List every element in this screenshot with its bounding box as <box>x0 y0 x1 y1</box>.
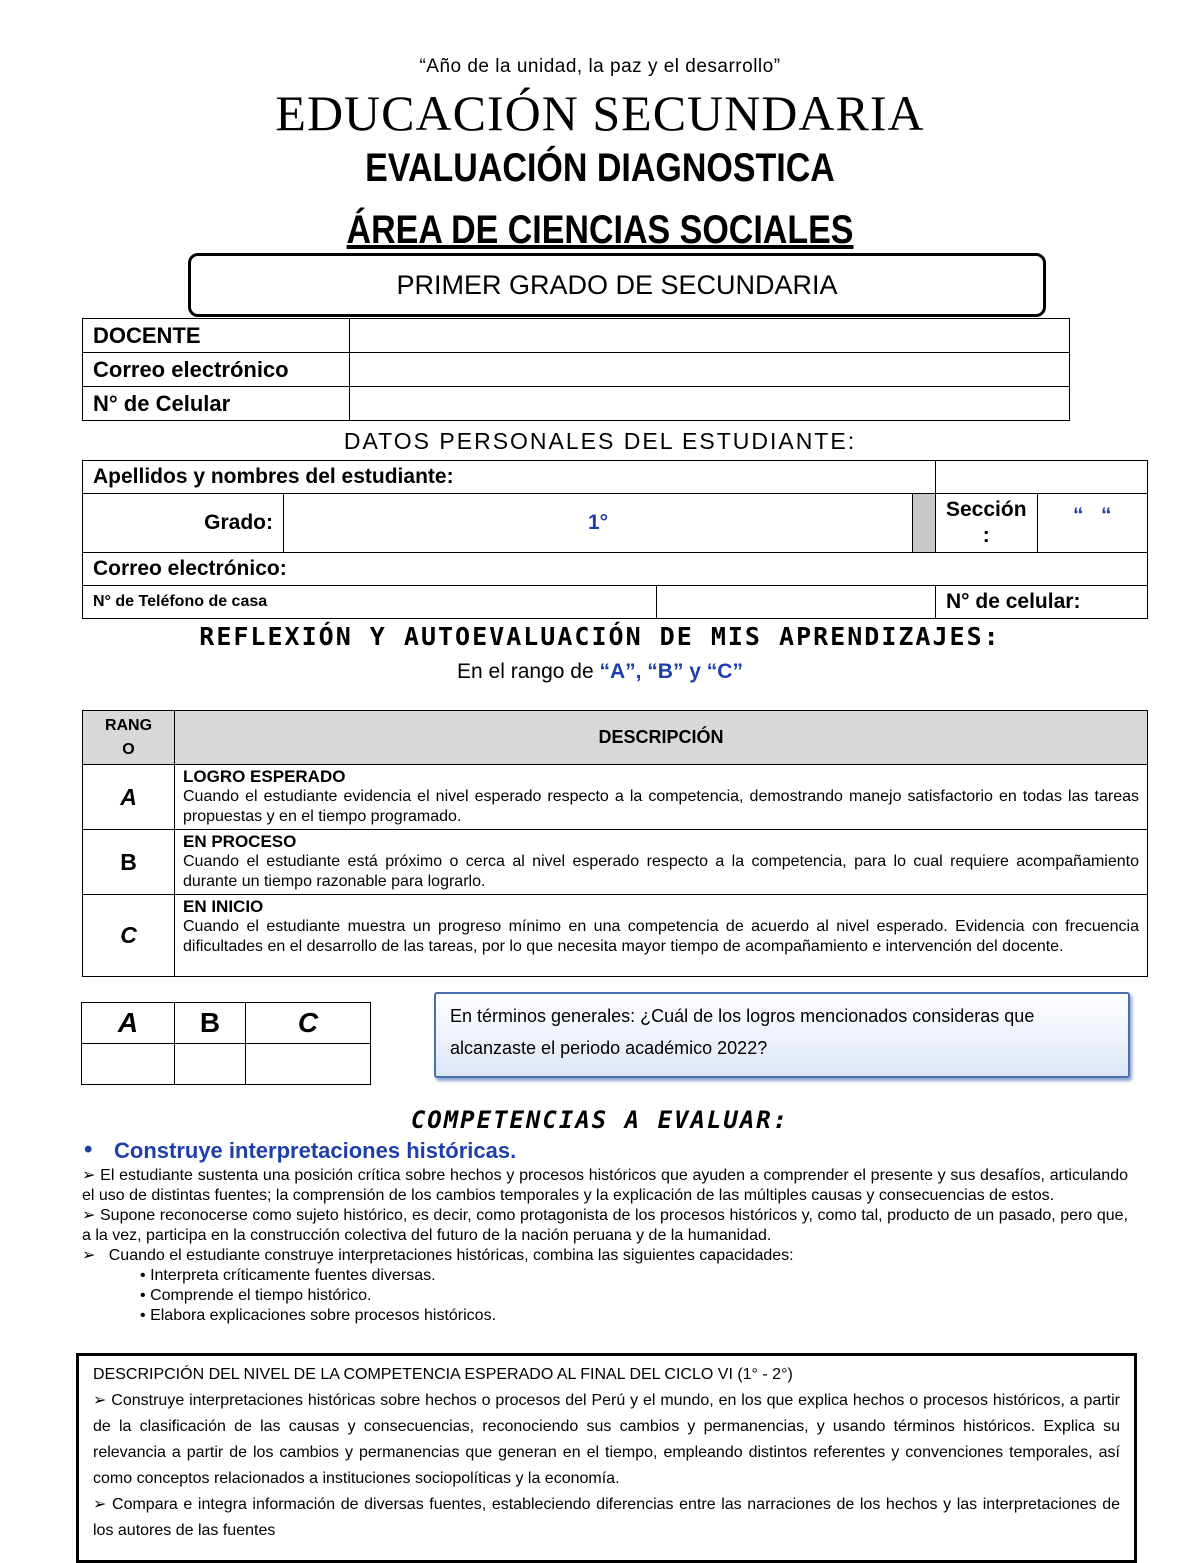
abc-answer-c[interactable] <box>246 1044 371 1085</box>
level-a-title: LOGRO ESPERADO <box>183 767 346 786</box>
level-c: C <box>83 895 175 977</box>
abc-answer-a[interactable] <box>82 1044 175 1085</box>
table-row <box>83 353 1070 387</box>
table-row <box>82 1044 371 1085</box>
nivel-box <box>76 1353 1137 1563</box>
seccion-label-colon: : <box>982 524 990 547</box>
table-row <box>83 765 1148 830</box>
title-education: EDUCACIÓN SECUNDARIA <box>275 85 925 141</box>
reflexion-title: REFLEXIÓN Y AUTOEVALUACIÓN DE MIS APRENDIZAJES: <box>199 622 1001 651</box>
rango-table <box>82 710 1148 977</box>
nivel-p2-text: Compara e integra información de diversas fuentes, estableciendo diferencias entre las narraciones de los hechos y las interpretaciones de los autores de las fuentes <box>93 1496 1120 1539</box>
abc-header-a: A <box>82 1003 175 1044</box>
arrow-icon: ➢ <box>82 1247 96 1264</box>
abc-header-b: B <box>175 1003 246 1044</box>
phone-label: N° de Teléfono de casa <box>83 586 657 619</box>
level-b-desc <box>175 830 1148 895</box>
list-item <box>82 1306 1128 1326</box>
student-email-label[interactable]: Correo electrónico: <box>83 553 1148 586</box>
seccion-label <box>936 494 1038 553</box>
level-b-text: Cuando el estudiante está próximo o cerca al nivel esperado respecto a la competencia, para lo cual requiere acompañamiento durante un tiempo razonable para lograrlo. <box>183 853 1139 890</box>
table-row <box>83 553 1148 586</box>
competencia-list <box>82 1166 1128 1326</box>
arrow-icon: ➢ <box>93 1496 107 1513</box>
intro-prefix: En el rango de <box>457 660 600 683</box>
item1-text: El estudiante sustenta una posición crítica sobre hechos y procesos históricos que ayuden a comprender el presente y sus desafíos, articulando el uso de distintas fuentes; la comprensión de los cambios temporales y la explicación de las múltiples causas y consecuencias de estos. <box>82 1167 1129 1204</box>
email-value-field[interactable] <box>350 353 1070 387</box>
table-row <box>83 711 1148 765</box>
student-table <box>82 460 1148 619</box>
level-c-text: Cuando el estudiante muestra un progreso mínimo en una competencia de acuerdo al nivel esperado. Evidencia con frecuencia dificultades en el desarrollo de las tareas, por lo que necesita mayor tiempo de acompañamiento e intervención del docente. <box>183 918 1139 955</box>
list-item <box>82 1206 1128 1246</box>
nivel-title: DESCRIPCIÓN DEL NIVEL DE LA COMPETENCIA ESPERADO AL FINAL DEL CICLO VI (1° - 2°) <box>93 1366 793 1383</box>
table-row <box>83 586 1148 619</box>
table-row <box>83 319 1070 353</box>
level-b: B <box>83 830 175 895</box>
level-a-text: Cuando el estudiante evidencia el nivel esperado respecto a la competencia, demostrando manejo satisfactorio en todas las tareas propuestas y en el tiempo programado. <box>183 788 1139 825</box>
level-c-desc <box>175 895 1148 977</box>
bullet-icon: • <box>140 1267 146 1284</box>
separator-cell <box>913 494 936 553</box>
item2-text: Supone reconocerse como sujeto histórico, es decir, como protagonista de los procesos históricos y, como tal, producto de un pasado, pero que, a la vez, participa en la construcción colectiva del futuro de la nación peruana y de la humanidad. <box>82 1207 1129 1244</box>
reflexion-intro <box>0 660 1200 684</box>
competencias-title: COMPETENCIAS A EVALUAR: <box>410 1106 790 1134</box>
list-item <box>82 1286 1128 1306</box>
abc-header-c: C <box>246 1003 371 1044</box>
intro-range: “A”, “B” y “C” <box>599 660 743 683</box>
cap3-text: Elabora explicaciones sobre procesos históricos. <box>150 1307 497 1324</box>
cell-phone-label[interactable]: N° de celular: <box>936 586 1148 619</box>
descripcion-header: DESCRIPCIÓN <box>175 711 1148 765</box>
student-name-field[interactable] <box>936 461 1148 494</box>
student-data-title: DATOS PERSONALES DEL ESTUDIANTE: <box>343 428 857 454</box>
level-c-title: EN INICIO <box>183 897 264 916</box>
arrow-icon: ➢ <box>93 1392 107 1409</box>
nivel-p1 <box>93 1388 1120 1492</box>
abc-answer-b[interactable] <box>175 1044 246 1085</box>
table-row <box>83 830 1148 895</box>
list-item <box>82 1266 1128 1286</box>
cell-value-field[interactable] <box>350 387 1070 421</box>
motto: “Año de la unidad, la paz y el desarrollo” <box>419 56 781 77</box>
rango-header: RANG O <box>83 711 175 765</box>
item3-text: Cuando el estudiante construye interpretaciones históricas, combina las siguientes capacidades: <box>108 1247 794 1264</box>
cell-label: N° de Celular <box>83 387 350 421</box>
grado-label: Grado: <box>83 494 284 553</box>
title-evaluation: EVALUACIÓN DIAGNOSTICA <box>365 146 835 190</box>
bullet-icon: • <box>140 1287 146 1304</box>
competencia-subtitle: Construye interpretaciones históricas. <box>114 1138 517 1163</box>
docente-value-field[interactable] <box>350 319 1070 353</box>
grado-value[interactable]: 1° <box>284 494 913 553</box>
table-row <box>83 895 1148 977</box>
seccion-value[interactable]: “ “ <box>1037 494 1147 553</box>
grade-box: PRIMER GRADO DE SECUNDARIA <box>188 253 1046 317</box>
table-row <box>83 494 1148 553</box>
level-b-title: EN PROCESO <box>183 832 297 851</box>
level-a-desc <box>175 765 1148 830</box>
list-item <box>82 1166 1128 1206</box>
arrow-icon: ➢ <box>82 1207 96 1224</box>
cap2-text: Comprende el tiempo histórico. <box>150 1287 372 1304</box>
cap1-text: Interpreta críticamente fuentes diversas. <box>150 1267 436 1284</box>
phone-field[interactable] <box>656 586 935 619</box>
question-box: En términos generales: ¿Cuál de los logros mencionados consideras que alcanzaste el periodo académico 2022? <box>434 992 1130 1078</box>
docente-label: DOCENTE <box>83 319 350 353</box>
competencia-bullet: • <box>84 1136 93 1163</box>
abc-table <box>81 1002 371 1085</box>
level-a: A <box>83 765 175 830</box>
docente-table <box>82 318 1070 421</box>
title-area: ÁREA DE CIENCIAS SOCIALES <box>346 208 854 252</box>
table-row <box>82 1003 371 1044</box>
list-item <box>82 1246 1128 1266</box>
bullet-icon: • <box>140 1307 146 1324</box>
student-name-label: Apellidos y nombres del estudiante: <box>83 461 936 494</box>
nivel-p1-text: Construye interpretaciones históricas sobre hechos o procesos del Perú y el mundo, en los que explica hechos o procesos históricos, a partir de la clasificación de las causas y consecuencias, reconociendo sus cambios y permanencias, y usando términos históricos. Explica su relevancia a partir de los cambios y permanencias que generan en el tiempo, empleando distintos referentes y convenciones temporales, así como conceptos relacionados a instituciones sociopolíticas y la economía. <box>93 1392 1121 1487</box>
seccion-label-text: Sección <box>946 498 1027 521</box>
email-label: Correo electrónico <box>83 353 350 387</box>
arrow-icon: ➢ <box>82 1167 96 1184</box>
table-row <box>83 461 1148 494</box>
table-row <box>83 387 1070 421</box>
nivel-p2 <box>93 1492 1120 1544</box>
